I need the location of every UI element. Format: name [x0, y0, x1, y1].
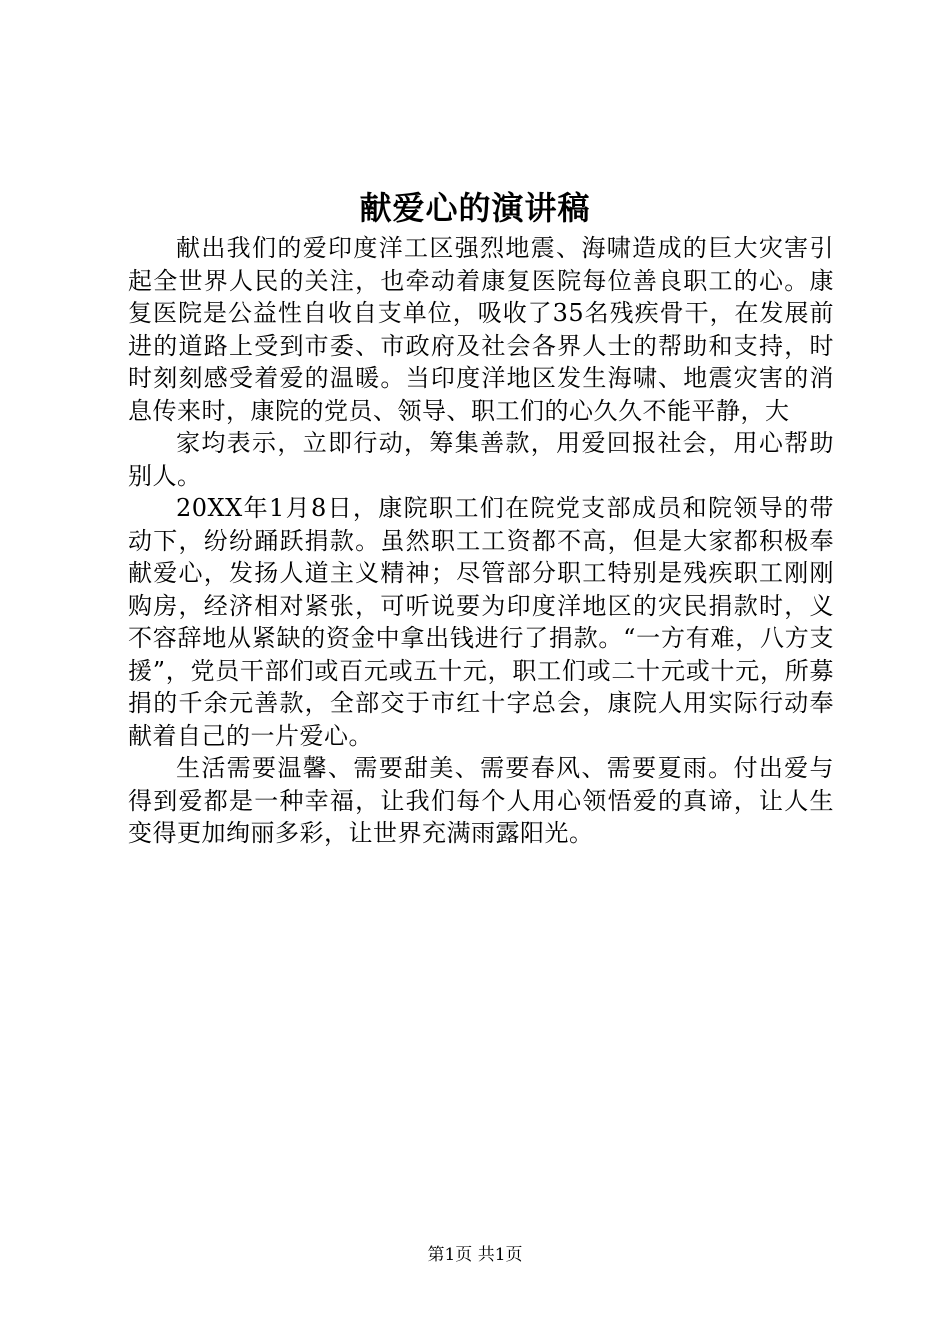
- paragraph-4: 生活需要温馨、需要甜美、需要春风、需要夏雨。付出爱与得到爱都是一种幸福，让我们每个人用心领悟爱的真谛，让人生变得更加绚丽多彩，让世界充满雨露阳光。: [128, 754, 834, 847]
- paragraph-2: 家均表示，立即行动，筹集善款，用爱回报社会，用心帮助别人。: [128, 429, 834, 490]
- paragraph-3: 20XX年1月8日，康院职工们在院党支部成员和院领导的带动下，纷纷踊跃捐款。虽然职工工资都不高，但是大家都积极奉献爱心，发扬人道主义精神；尽管部分职工特别是残疾职工刚刚购房，经济相对紧张，可听说要为印度洋地区的灾民捐款时，义不容辞地从紧缺的资金中拿出钱进行了捐款。“一方有难，八方支援”，党员干部们或百元或五十元，职工们或二十元或十元，所募捐的千余元善款，全部交于市红十字总会，康院人用实际行动奉献着自己的一片爱心。: [128, 494, 834, 750]
- page-number-footer: 第1页 共1页: [427, 1245, 523, 1265]
- document-title: 献爱心的演讲稿: [359, 189, 591, 227]
- paragraph-1: 献出我们的爱印度洋工区强烈地震、海啸造成的巨大灾害引起全世界人民的关注，也牵动着康复医院每位善良职工的心。康复医院是公益性自收自支单位，吸收了35名残疾骨干，在发展前进的道路上受到市委、市政府及社会各界人士的帮助和支持，时时刻刻感受着爱的温暖。当印度洋地区发生海啸、地震灾害的消息传来时，康院的党员、领导、职工们的心久久不能平静，大: [128, 234, 834, 425]
- document-body: [128, 232, 834, 850]
